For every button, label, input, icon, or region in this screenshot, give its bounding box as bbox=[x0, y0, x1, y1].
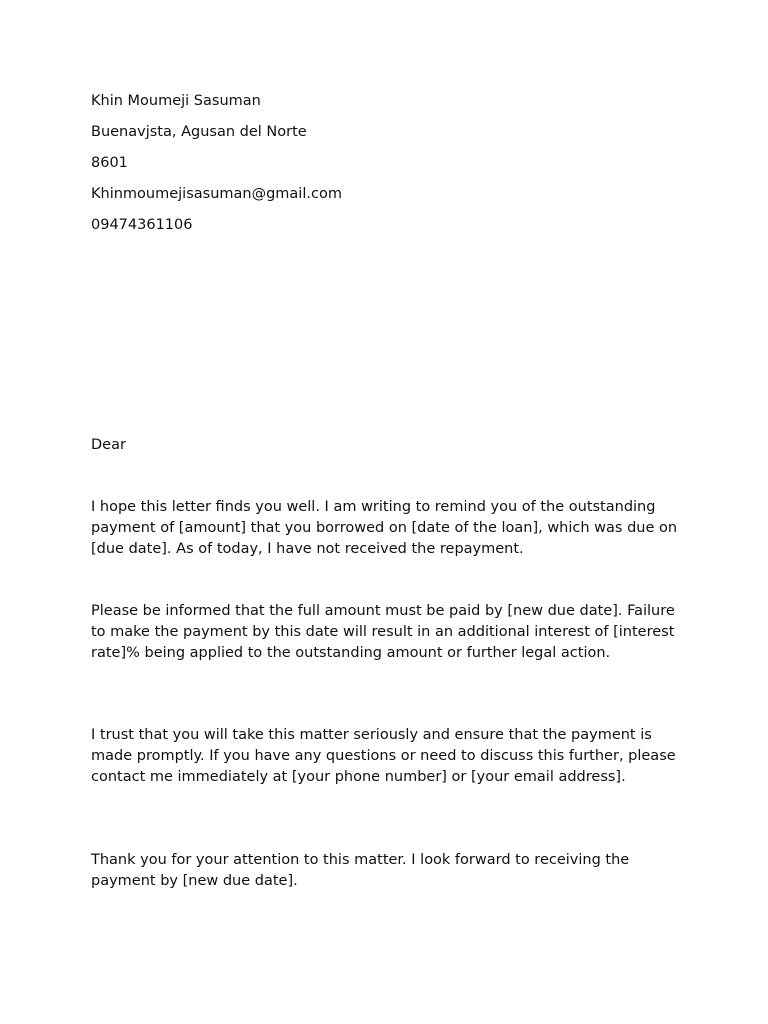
sender-block bbox=[91, 92, 691, 247]
sender-email: Khinmoumejisasuman@gmail.com bbox=[91, 186, 342, 202]
sender-phone: 09474361106 bbox=[91, 217, 193, 233]
sender-postal-code: 8601 bbox=[91, 155, 128, 171]
sender-name: Khin Moumeji Sasuman bbox=[91, 93, 261, 109]
body-paragraph: I trust that you will take this matter seriously and ensure that the payment is made promptly. If you have any questions or need to discuss this further, please contact me immediately at [your phone number] or [your email address]. bbox=[91, 727, 676, 785]
body-paragraph: Please be informed that the full amount must be paid by [new due date]. Failure to make the payment by this date will result in an additional interest of [interest rate]% being applied to the outstanding amount or further legal action. bbox=[91, 603, 675, 661]
salutation: Dear bbox=[91, 437, 126, 453]
body-paragraph: Thank you for your attention to this matter. I look forward to receiving the payment by [new due date]. bbox=[91, 852, 630, 889]
sender-address: Buenavjsta, Agusan del Norte bbox=[91, 124, 307, 140]
body-paragraph: I hope this letter finds you well. I am writing to remind you of the outstanding payment of [amount] that you borrowed on [date of the loan], which was due on [due date]. As of today, I have not received the repayment. bbox=[91, 499, 678, 557]
